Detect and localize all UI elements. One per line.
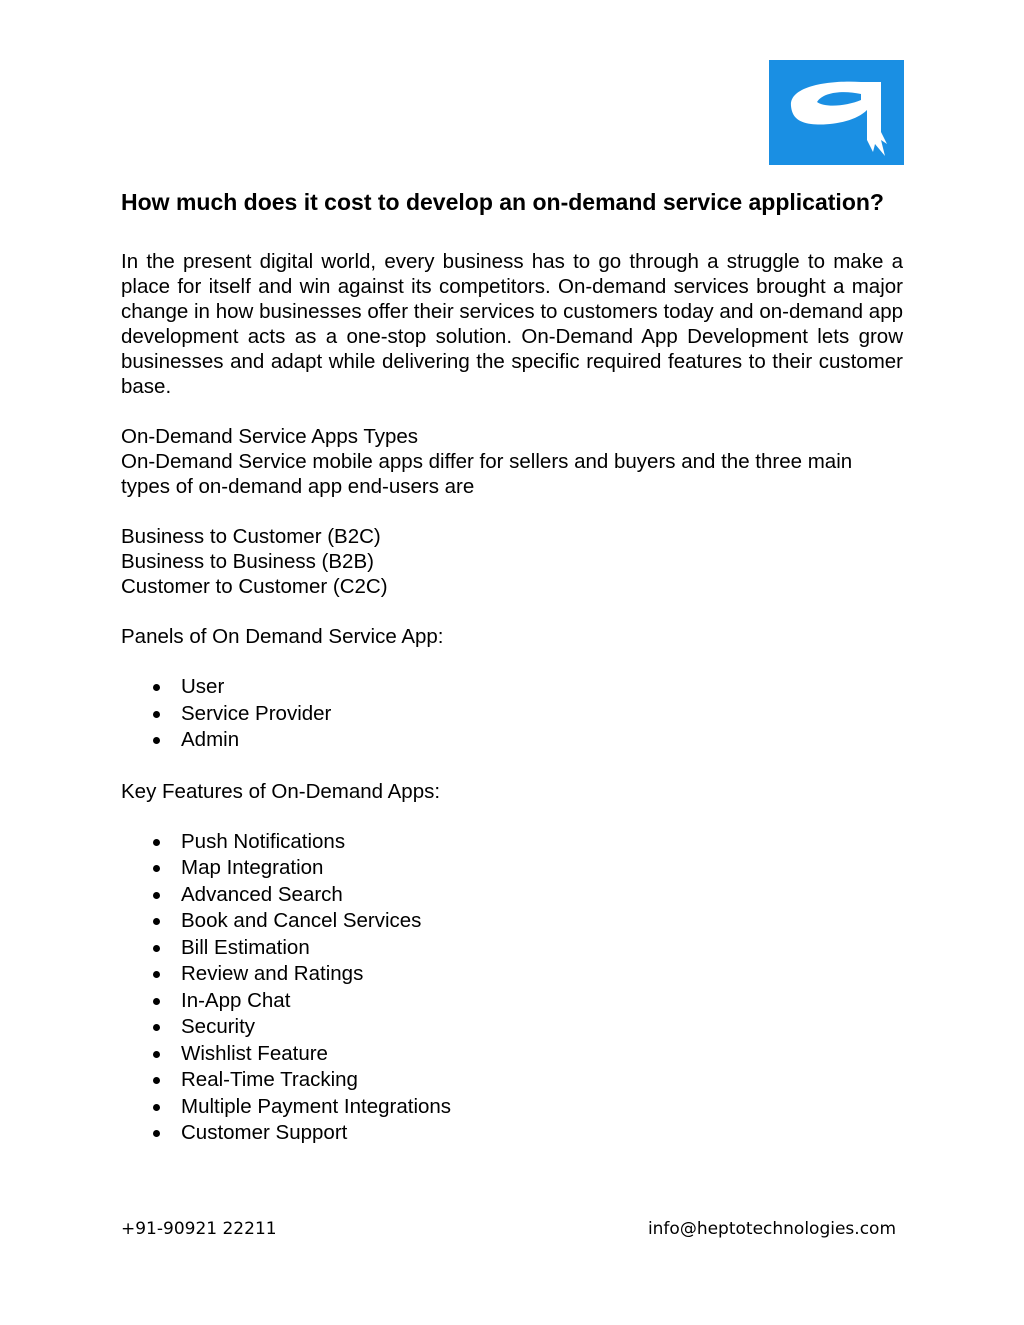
footer-email: info@heptotechnologies.com bbox=[647, 1219, 896, 1239]
list-item: Wishlist Feature bbox=[121, 1041, 903, 1068]
list-item: In-App Chat bbox=[121, 988, 903, 1015]
list-item: Security bbox=[121, 1014, 903, 1041]
bullet-icon bbox=[153, 839, 160, 846]
bullet-icon bbox=[153, 998, 160, 1005]
features-heading: Key Features of On-Demand Apps: bbox=[121, 779, 441, 803]
panels-heading: Panels of On Demand Service App: bbox=[121, 625, 444, 648]
document-title: How much does it cost to develop an on-demand service application? bbox=[121, 189, 884, 215]
intro-paragraph: In the present digital world, every business has to go through a struggle to make a place for itself and win against its competitors. On-demand services brought a major change in how businesses offer their services to customers today and on-demand app development acts as a one-stop solution. On-Demand App Development lets grow businesses and adapt while delivering the specific required features to their customer base. bbox=[121, 250, 903, 398]
bullet-icon bbox=[153, 1024, 160, 1031]
list-item: Customer Support bbox=[121, 1120, 903, 1147]
bullet-icon bbox=[153, 945, 160, 952]
bullet-icon bbox=[153, 1077, 160, 1084]
bullet-icon bbox=[153, 1051, 160, 1058]
bullet-icon bbox=[153, 711, 160, 718]
features-list bbox=[121, 829, 903, 1147]
user-type-item: Business to Customer (B2C) bbox=[121, 525, 381, 548]
list-item: Map Integration bbox=[121, 855, 903, 882]
bullet-icon bbox=[153, 892, 160, 899]
panels-list bbox=[121, 674, 903, 754]
list-item: Real-Time Tracking bbox=[121, 1067, 903, 1094]
bullet-icon bbox=[153, 1130, 160, 1137]
list-item: Push Notifications bbox=[121, 829, 903, 856]
company-logo bbox=[769, 60, 904, 165]
footer-phone: +91-90921 22211 bbox=[121, 1219, 277, 1239]
list-item: Bill Estimation bbox=[121, 935, 903, 962]
bullet-icon bbox=[153, 1104, 160, 1111]
list-item: Book and Cancel Services bbox=[121, 908, 903, 935]
list-item: Service Provider bbox=[121, 701, 903, 728]
bullet-icon bbox=[153, 684, 160, 691]
document-body bbox=[121, 187, 903, 1147]
list-item: Advanced Search bbox=[121, 882, 903, 909]
bullet-icon bbox=[153, 865, 160, 872]
bullet-icon bbox=[153, 918, 160, 925]
list-item: Admin bbox=[121, 727, 903, 754]
list-item: Review and Ratings bbox=[121, 961, 903, 988]
user-type-item: Customer to Customer (C2C) bbox=[121, 575, 388, 598]
user-type-item: Business to Business (B2B) bbox=[121, 550, 374, 573]
list-item: Multiple Payment Integrations bbox=[121, 1094, 903, 1121]
types-paragraph: On-Demand Service mobile apps differ for sellers and buyers and the three main types of on-demand app end-users are bbox=[121, 450, 853, 498]
bullet-icon bbox=[153, 737, 160, 744]
bullet-icon bbox=[153, 971, 160, 978]
list-item: User bbox=[121, 674, 903, 701]
logo-mark-icon bbox=[769, 60, 904, 165]
types-heading: On-Demand Service Apps Types bbox=[121, 425, 419, 448]
